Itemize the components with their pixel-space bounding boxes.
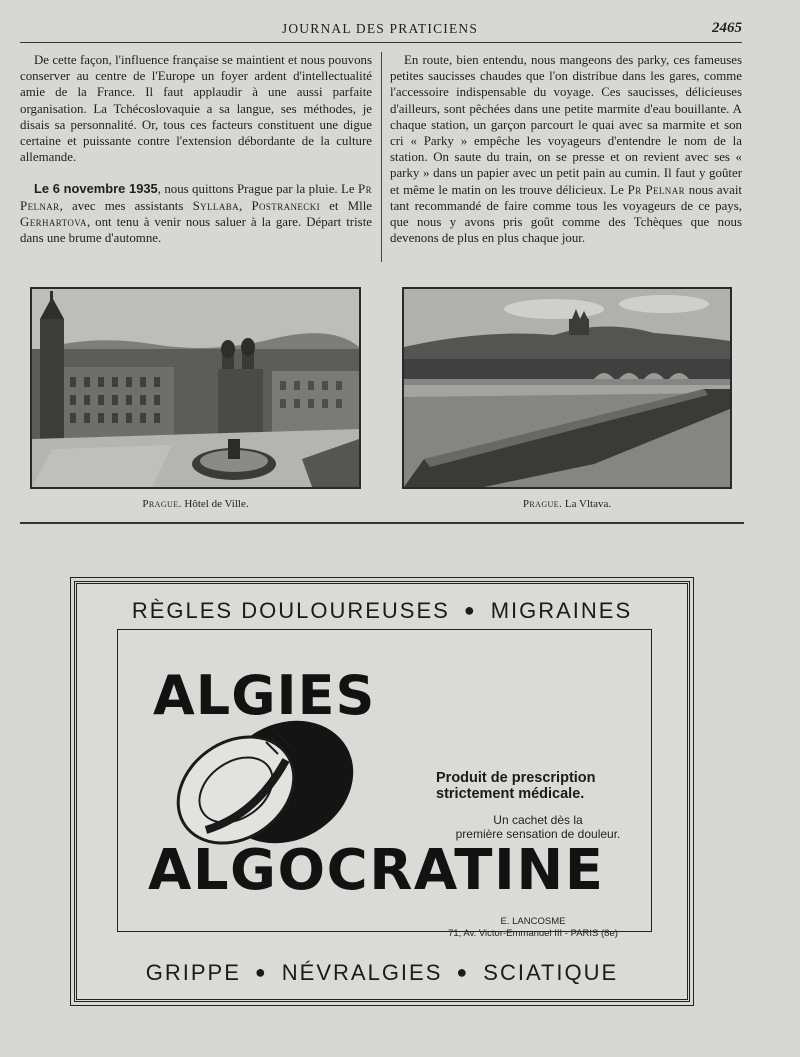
running-header-title: JOURNAL DES PRATICIENS [281,21,479,36]
person-name: Syllaba [192,198,240,213]
caption-vltava: Prague. La Vltava. [522,498,612,510]
section-rule [20,522,744,524]
ad-brand-algies: ALGIES [153,664,376,727]
photo-hotel-de-ville [30,287,361,489]
right-column [390,52,742,262]
right-paragraph-1: En route, bien entendu, nous mangeons des parky, ces fameuses petites saucisses chaudes que l'on distribue dans les gares, comme l'accessoire indispensable du voyage. Ces saucisses, délicieuses d'ailleurs, sont pêchées dans une petite marmite d'eau bouillante. A chaque station, un garçon parcourt le quai avec sa marmite et son cri « Parky » empêche les voyageurs d'entendre le nom de la station. On saute du train, on se presse et on revient avec ses « parky » dans un papier avec un petit pain au cumin. Il faut y goûter et même le matin on les trouve délicieux. Le Pr Pelnar nous avait tant recommandé de faire comme tous les voyageurs de ce pays, que nous y avons pris goût comme des Tchèques que nous devenons de plus en plus chaque jour. [390,53,742,246]
ad-prescription-notice: Produit de prescription strictement médicale. [436,770,596,802]
caption-hotel-de-ville: Prague. Hôtel de Ville. [142,498,249,510]
bullet-dot: ● [254,962,268,982]
page-number: 2465 [712,20,742,36]
ad-manufacturer: E. LANCOSME 71, Av. Victor-Emmanuel III - PARIS (8e) [448,916,618,939]
person-name: Pelnar [645,182,686,197]
advertisement-algocratine [74,581,690,1002]
column-divider [381,52,382,262]
left-paragraph-1: De cette façon, l'influence française se maintient et nous pouvons conserver au centre de l'Europe un foyer ardent d'intellectualité amie de la France. Il faut applaudir à une aussi parfaite organisation. La Tchécoslovaquie a sa langue, ses méthodes, je disais sa personnalité. Or, tous ces facteurs constituent une digue certaine et puissante contre l'extension débordante de la culture allemande. [20,53,372,165]
bullet-dot: ● [463,600,477,620]
travel-date: Le 6 novembre 1935 [34,181,158,197]
bullet-dot: ● [456,962,470,982]
ad-inner-frame [117,629,652,939]
vltava-river-illustration [404,289,730,487]
photo-vltava [402,287,732,489]
hotel-de-ville-illustration [32,289,359,487]
ad-dosage-tagline: Un cachet dès la première sensation de douleur. [455,813,621,841]
ad-brand-algocratine: ALGOCRATINE [148,838,605,903]
person-name: Gerhartova [20,214,87,229]
cachet-pill-icon [166,720,366,850]
left-column [20,52,372,262]
ad-indications-bottom: GRIPPE ● NÉVRALGIES ● SCIATIQUE [145,960,619,985]
left-paragraph-2: Le 6 novembre 1935, nous quittons Prague par la pluie. Le Pr Pelnar, avec mes assistants Syllaba, Postranecki et Mlle Gerhartova, ont tenu à venir nous saluer à la gare. Départ triste dans une brume d'automne. [20,181,373,246]
person-name: Pelnar [20,198,60,213]
ad-indications-top: RÈGLES DOULOUREUSES ● MIGRAINES [131,598,633,623]
person-name: Postranecki [251,198,321,213]
header-rule [20,42,742,43]
